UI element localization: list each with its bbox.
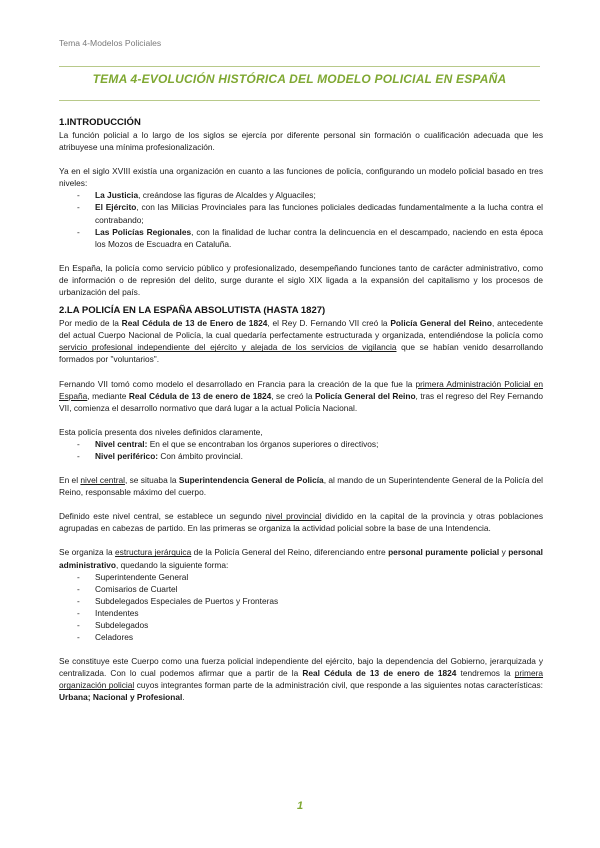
list-item: [59, 201, 543, 225]
list-item-bold: Las Policías Regionales: [95, 226, 192, 237]
police-levels-list: [59, 438, 543, 462]
title-top-rule: [59, 66, 540, 67]
list-item-bold: El Ejército: [95, 202, 137, 213]
section-heading-absolutista: 2.LA POLICÍA EN LA ESPAÑA ABSOLUTISTA (HASTA 1827): [59, 305, 326, 317]
paragraph: La función policial a lo largo de los siglos se ejercía por diferente personal sin formación o cualificación adecuada que les atribuyese una mínima profesionalización.: [59, 130, 543, 153]
paragraph: Definido este nivel central, se establece un segundo nivel provincial dividido en la capital de la provincia y otras poblaciones agrupadas en cabezas de partido. En las primeras se organiza la actividad policial sobre la base de una Intendencia.: [59, 511, 543, 534]
list-item-bold: La Justicia: [95, 190, 139, 201]
paragraph: Se constituye este Cuerpo como una fuerza policial independiente del ejército, bajo la dependencia del Gobierno, jerarquizada y centralizada. Con lo cual podemos afirmar que a partir de la Real Cédula de 13 de enero de 1824 tendremos la primera organización policial cuyos integrantes forman parte de la administración civil, que responde a las siguientes notas características: Urbana; Nacional y Profesional.: [59, 656, 544, 703]
list-item-text: , con las Milicias Provinciales para las funciones policiales dedicadas fundamentalmente a la lucha contra el contrabando;: [95, 202, 543, 225]
list-item-text: , con la finalidad de luchar contra la delincuencia en el descampado, naciendo en esta época los Mozos de Escuadra en Cataluña.: [95, 226, 543, 249]
paragraph: En el nivel central, se situaba la Superintendencia General de Policía, al mando de un Superintendente General de la Policía del Reino, responsable máximo del cuerpo.: [59, 475, 543, 498]
list-item: - Comisarios de Cuartel: [59, 583, 543, 595]
list-item: - Intendentes: [59, 607, 543, 619]
page-number: 1: [296, 800, 304, 812]
list-item: [59, 189, 543, 201]
paragraph: Esta policía presenta dos niveles definidos claramente,: [59, 426, 263, 437]
paragraph: En España, la policía como servicio público y profesionalizado, desempeñando funciones tanto de carácter administrativo, como de información o de represión del delito, surge durante el siglo XIX ligada a la expansión del capitalismo y los procesos de urbanización del país.: [59, 262, 543, 298]
paragraph: Ya en el siglo XVIII existía una organización en cuanto a las funciones de policía, configurando un modelo policial basado en tres niveles:: [59, 166, 543, 189]
list-item: - Celadores: [59, 631, 543, 643]
document-body: [59, 116, 543, 704]
list-item: - Superintendente General: [59, 571, 543, 583]
section-heading-introduccion: 1.INTRODUCCIÓN: [59, 117, 141, 128]
list-item-text: , creándose las figuras de Alcaldes y Alguaciles;: [138, 190, 316, 201]
hierarchy-list: [59, 571, 543, 644]
list-item: - Subdelegados Especiales de Puertos y Fronteras: [59, 595, 543, 607]
levels-list: [59, 189, 543, 249]
paragraph: Se organiza la estructura jerárquica de la Policía General del Reino, diferenciando entre personal puramente policial y personal administrativo, quedando la siguiente forma:: [59, 547, 543, 570]
paragraph: Por medio de la Real Cédula de 13 de Enero de 1824, el Rey D. Fernando VII creó la Policía General del Reino, antecedente del actual Cuerpo Nacional de Policía, la cual quedaría perfectamente estructurada y organizada, entendiéndose la policía como servicio profesional independiente del ejército y alejada de los servicios de vigilancia que se habían venido desarrollando formados por "voluntarios".: [59, 318, 543, 365]
list-item: [59, 226, 543, 250]
title-bottom-rule: [59, 100, 540, 101]
paragraph: Fernando VII tomó como modelo el desarrollado en Francia para la creación de la que fue la primera Administración Policial en España, mediante Real Cédula de 13 de enero de 1824, se creó la Policía General del Reino, tras el regreso del Rey Fernando VII, comienza el desarrollo normativo que dará lugar a la actual Policía Nacional.: [59, 378, 543, 413]
list-item: - Nivel central: En el que se encontraban los órganos superiores o directivos;: [59, 438, 543, 450]
list-item: - Nivel periférico: Con ámbito provincial.: [59, 450, 543, 462]
running-header: Tema 4-Modelos Policiales: [59, 38, 162, 48]
document-title: TEMA 4-EVOLUCIÓN HISTÓRICA DEL MODELO POLICIAL EN ESPAÑA: [92, 72, 507, 86]
list-item: - Subdelegados: [59, 619, 543, 631]
